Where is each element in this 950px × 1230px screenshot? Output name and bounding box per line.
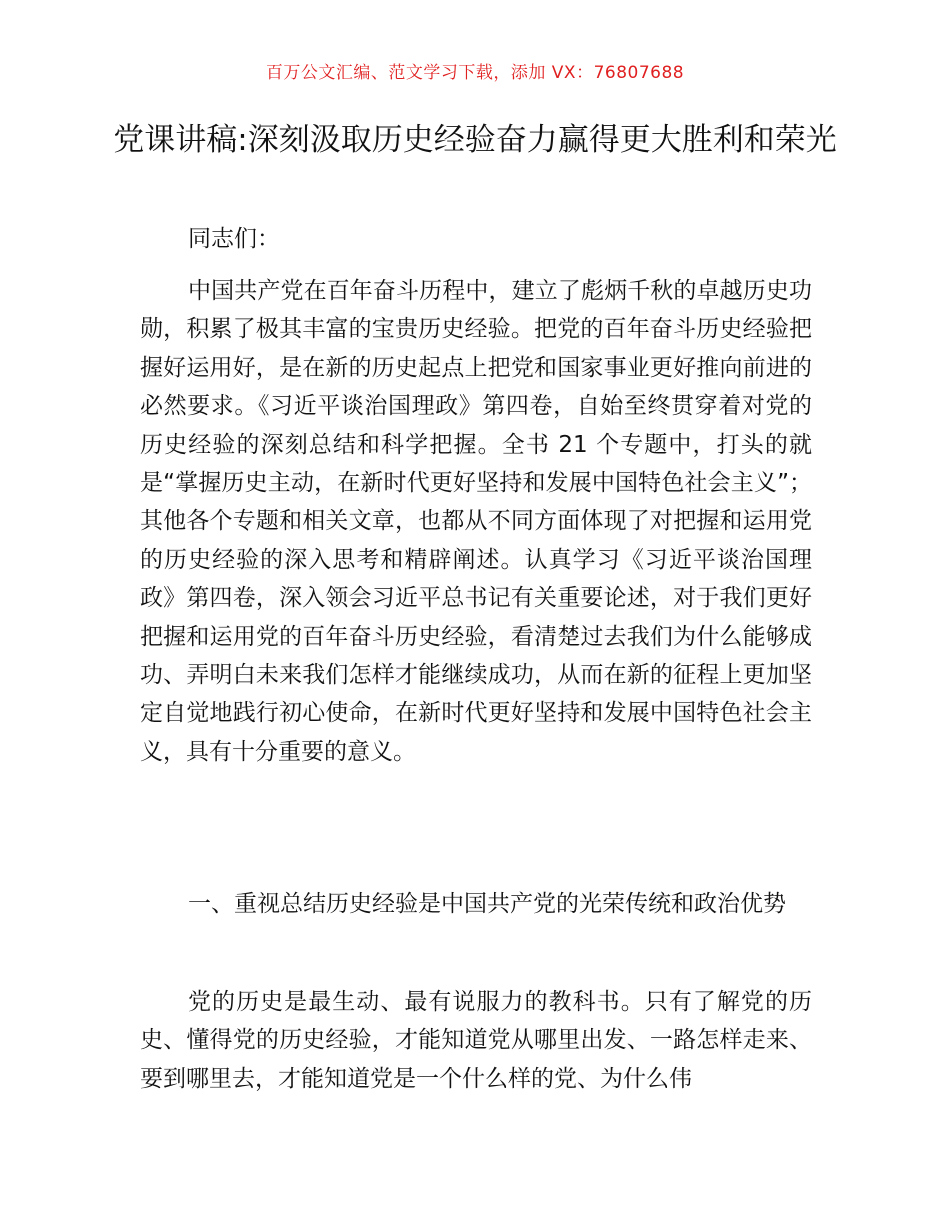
body-paragraph: 中国共产党在百年奋斗历程中，建立了彪炳千秋的卓越历史功勋，积累了极其丰富的宝贵历史经验。把党的百年奋斗历史经验把握好运用好，是在新的历史起点上把党和国家事业更好推向前进的必然要求。《习近平谈治国理政》第四卷，自始至终贯穿着对党的历史经验的深刻总结和科学把握。全书 21 个专题中，打头的就是“掌握历史主动，在新时代更好坚持和发展中国特色社会主义”；其他各个专题和相关文章，也都从不同方面体现了对把握和运用党的历史经验的深入思考和精辟阐述。认真学习《习近平谈治国理政》第四卷，深入领会习近平总书记有关重要论述，对于我们更好把握和运用党的百年奋斗历史经验，看清楚过去我们为什么能够成功、弄明白未来我们怎样才能继续成功，从而在新的征程上更加坚定自觉地践行初心使命，在新时代更好坚持和发展中国特色社会主义，具有十分重要的意义。 — [140, 278, 812, 765]
section-paragraph: 党的历史是最生动、最有说服力的教科书。只有了解党的历史、懂得党的历史经验，才能知道党从哪里出发、一路怎样走来、要到哪里去，才能知道党是一个什么样的党、为什么伟 — [140, 989, 812, 1092]
section-heading: 一、重视总结历史经验是中国共产党的光荣传统和政治优势 — [188, 891, 786, 917]
document-title: 党课讲稿:深刻汲取历史经验奋力赢得更大胜利和荣光 — [113, 122, 837, 158]
header-watermark-note: 百万公文汇编、范文学习下载，添加 VX：76807688 — [265, 63, 685, 83]
salutation: 同志们： — [188, 226, 280, 252]
